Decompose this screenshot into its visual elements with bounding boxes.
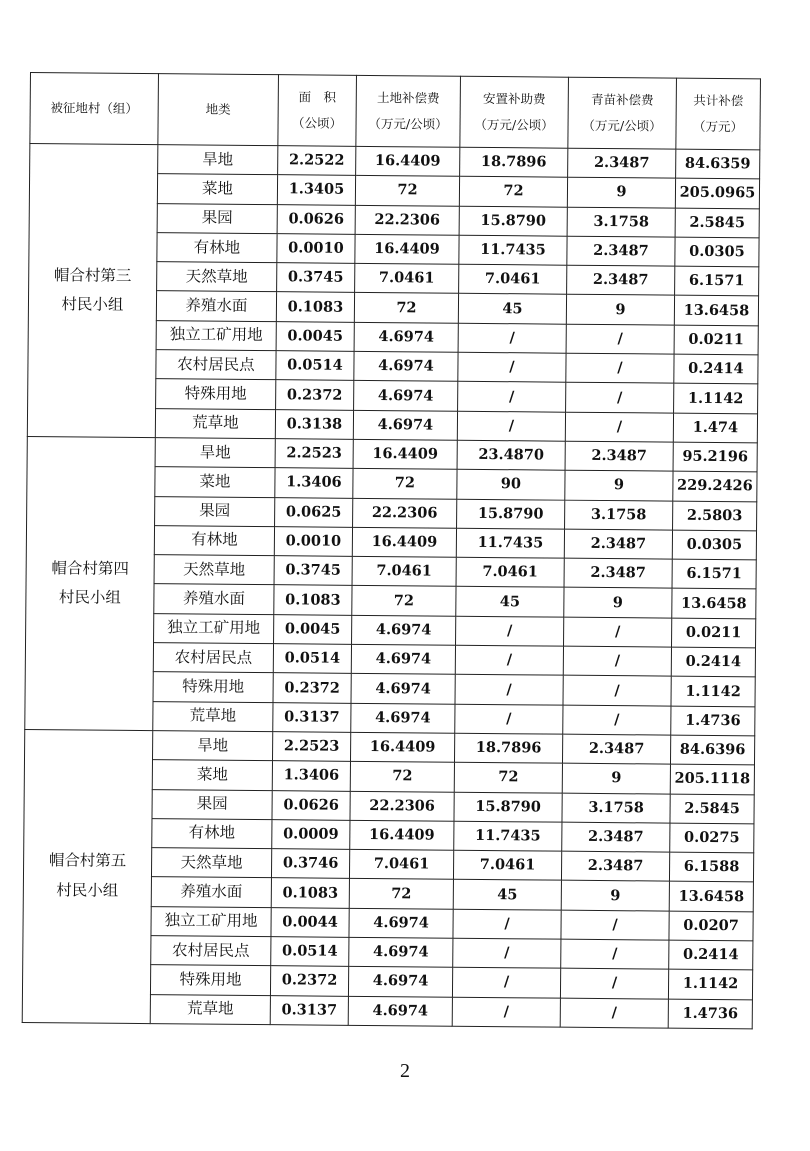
area-cell: 0.1083 <box>274 585 352 615</box>
crop-compensation-cell: 9 <box>564 588 672 618</box>
land-compensation-cell: 4.6974 <box>348 996 452 1026</box>
total-compensation-cell: 84.6396 <box>670 735 754 765</box>
area-cell: 2.2523 <box>275 439 353 469</box>
area-cell: 0.0010 <box>277 234 355 264</box>
land-compensation-cell: 72 <box>350 762 454 792</box>
land-type-cell: 独立工矿用地 <box>154 613 274 643</box>
village-group-cell: 帽合村第五 村民小组 <box>22 729 153 1023</box>
total-compensation-cell: 1.1142 <box>671 676 755 706</box>
land-type-cell: 特殊用地 <box>153 672 273 702</box>
land-compensation-cell: 16.4409 <box>352 527 456 557</box>
land-compensation-cell: 7.0461 <box>349 849 453 879</box>
resettlement-subsidy-cell: / <box>452 968 560 998</box>
land-type-cell: 菜地 <box>152 760 272 790</box>
area-cell: 0.0514 <box>271 937 349 967</box>
land-compensation-cell: 16.4409 <box>350 820 454 850</box>
land-compensation-cell: 4.6974 <box>349 908 453 938</box>
total-compensation-cell: 6.1588 <box>669 852 753 882</box>
resettlement-subsidy-cell: / <box>458 352 566 382</box>
area-cell: 0.3138 <box>275 409 353 439</box>
area-cell: 0.3745 <box>274 556 352 586</box>
total-compensation-cell: 205.1118 <box>670 764 754 794</box>
page-number: 2 <box>400 1060 410 1082</box>
total-compensation-cell: 1.1142 <box>668 969 752 999</box>
land-type-cell: 养殖水面 <box>154 584 274 614</box>
crop-compensation-cell: / <box>561 910 669 940</box>
land-type-cell: 旱地 <box>153 731 273 761</box>
area-cell: 0.3137 <box>273 702 351 732</box>
table-row <box>27 436 757 472</box>
crop-compensation-cell: 9 <box>562 763 670 793</box>
resettlement-subsidy-cell: 11.7435 <box>456 528 564 558</box>
resettlement-subsidy-cell: 72 <box>459 177 567 207</box>
total-compensation-cell: 13.6458 <box>672 589 756 619</box>
resettlement-subsidy-cell: / <box>452 997 560 1027</box>
crop-compensation-cell: 9 <box>567 177 675 207</box>
area-cell: 0.0010 <box>274 527 352 557</box>
crop-compensation-cell: 9 <box>561 881 669 911</box>
area-cell: 0.0625 <box>275 497 353 527</box>
land-type-cell: 天然草地 <box>154 555 274 585</box>
crop-compensation-cell: 2.3487 <box>567 236 675 266</box>
total-compensation-cell: 13.6458 <box>669 882 753 912</box>
land-type-cell: 果园 <box>155 496 275 526</box>
area-cell: 0.2372 <box>270 966 348 996</box>
land-type-cell: 农村居民点 <box>151 936 271 966</box>
resettlement-subsidy-cell: 15.8790 <box>459 206 567 236</box>
land-compensation-cell: 22.2306 <box>355 205 459 235</box>
area-cell: 0.2372 <box>273 673 351 703</box>
area-cell: 0.3746 <box>271 849 349 879</box>
land-type-cell: 果园 <box>157 203 277 233</box>
land-compensation-cell: 72 <box>349 879 453 909</box>
resettlement-subsidy-cell: 72 <box>454 762 562 792</box>
resettlement-subsidy-cell: 90 <box>457 470 565 500</box>
area-cell: 0.0514 <box>276 351 354 381</box>
resettlement-subsidy-cell: 7.0461 <box>459 264 567 294</box>
table-body <box>22 144 760 1029</box>
total-compensation-cell: 0.2414 <box>669 940 753 970</box>
land-compensation-cell: 4.6974 <box>351 674 455 704</box>
land-type-cell: 旱地 <box>155 438 275 468</box>
header-area: 面 积 （公顷） <box>278 75 357 147</box>
area-cell: 1.3406 <box>272 761 350 791</box>
resettlement-subsidy-cell: / <box>458 382 566 412</box>
crop-compensation-cell: / <box>560 968 668 998</box>
area-cell: 0.0626 <box>272 790 350 820</box>
table-row <box>25 729 755 765</box>
resettlement-subsidy-cell: 45 <box>456 587 564 617</box>
header-total: 共计补偿 （万元） <box>676 78 761 150</box>
total-compensation-cell: 6.1571 <box>675 266 759 296</box>
resettlement-subsidy-cell: 15.8790 <box>457 499 565 529</box>
total-compensation-cell: 0.2414 <box>674 354 758 384</box>
crop-compensation-cell: / <box>563 646 671 676</box>
area-cell: 0.0009 <box>272 819 350 849</box>
land-compensation-cell: 22.2306 <box>353 498 457 528</box>
total-compensation-cell: 1.1142 <box>674 384 758 414</box>
land-type-cell: 荒草地 <box>155 408 275 438</box>
total-compensation-cell: 6.1571 <box>672 559 756 589</box>
resettlement-subsidy-cell: 11.7435 <box>459 235 567 265</box>
crop-compensation-cell: 2.3487 <box>568 148 676 178</box>
land-compensation-cell: 16.4409 <box>356 146 460 176</box>
crop-compensation-cell: 2.3487 <box>565 441 673 471</box>
total-compensation-cell: 1.4736 <box>668 999 752 1029</box>
resettlement-subsidy-cell: / <box>456 616 564 646</box>
land-type-cell: 菜地 <box>157 174 277 204</box>
area-cell: 2.2522 <box>278 146 356 176</box>
header-land-type: 地类 <box>158 74 279 146</box>
crop-compensation-cell: 2.3487 <box>561 851 669 881</box>
resettlement-subsidy-cell: / <box>455 675 563 705</box>
crop-compensation-cell: / <box>566 324 674 354</box>
land-compensation-cell: 7.0461 <box>355 264 459 294</box>
area-cell: 0.3137 <box>270 995 348 1025</box>
total-compensation-cell: 1.4736 <box>671 706 755 736</box>
table-header <box>30 73 761 150</box>
land-type-cell: 农村居民点 <box>153 643 273 673</box>
total-compensation-cell: 0.0275 <box>670 823 754 853</box>
resettlement-subsidy-cell: 15.8790 <box>454 792 562 822</box>
area-cell: 0.0045 <box>274 614 352 644</box>
resettlement-subsidy-cell: / <box>458 323 566 353</box>
land-compensation-cell: 4.6974 <box>353 410 457 440</box>
table-row <box>30 144 760 180</box>
total-compensation-cell: 2.5845 <box>675 208 759 238</box>
area-cell: 0.1083 <box>276 292 354 322</box>
crop-compensation-cell: 2.3487 <box>562 734 670 764</box>
crop-compensation-cell: 2.3487 <box>567 265 675 295</box>
area-cell: 0.3745 <box>277 263 355 293</box>
area-cell: 0.0514 <box>273 644 351 674</box>
total-compensation-cell: 0.2414 <box>671 647 755 677</box>
total-compensation-cell: 84.6359 <box>676 149 760 179</box>
total-compensation-cell: 0.0207 <box>669 911 753 941</box>
crop-compensation-cell: / <box>561 939 669 969</box>
area-cell: 1.3406 <box>275 468 353 498</box>
village-group-cell: 帽合村第三 村民小组 <box>27 144 158 438</box>
area-cell: 0.2372 <box>276 380 354 410</box>
crop-compensation-cell: / <box>563 676 671 706</box>
land-type-cell: 荒草地 <box>153 701 273 731</box>
land-type-cell: 独立工矿用地 <box>151 906 271 936</box>
land-type-cell: 独立工矿用地 <box>156 320 276 350</box>
land-compensation-cell: 4.6974 <box>354 322 458 352</box>
crop-compensation-cell: / <box>560 998 668 1028</box>
crop-compensation-cell: 3.1758 <box>562 793 670 823</box>
crop-compensation-cell: 2.3487 <box>564 529 672 559</box>
crop-compensation-cell: / <box>566 353 674 383</box>
land-compensation-cell: 4.6974 <box>354 351 458 381</box>
resettlement-subsidy-cell: 11.7435 <box>454 821 562 851</box>
total-compensation-cell: 95.2196 <box>673 442 757 472</box>
land-compensation-cell: 22.2306 <box>350 791 454 821</box>
resettlement-subsidy-cell: / <box>453 909 561 939</box>
land-type-cell: 农村居民点 <box>156 350 276 380</box>
resettlement-subsidy-cell: / <box>455 645 563 675</box>
resettlement-subsidy-cell: 23.4870 <box>457 440 565 470</box>
header-land-compensation: 土地补偿费 （万元/公顷） <box>356 75 461 147</box>
compensation-table <box>22 72 761 1029</box>
crop-compensation-cell: 2.3487 <box>562 822 670 852</box>
land-type-cell: 旱地 <box>158 145 278 175</box>
land-compensation-cell: 72 <box>352 586 456 616</box>
crop-compensation-cell: / <box>566 383 674 413</box>
total-compensation-cell: 229.2426 <box>673 471 757 501</box>
area-cell: 0.0626 <box>277 204 355 234</box>
land-compensation-cell: 4.6974 <box>349 937 453 967</box>
land-compensation-cell: 4.6974 <box>348 967 452 997</box>
header-resettlement: 安置补助费 （万元/公顷） <box>460 76 569 148</box>
land-type-cell: 天然草地 <box>157 262 277 292</box>
land-compensation-cell: 4.6974 <box>352 615 456 645</box>
resettlement-subsidy-cell: 18.7896 <box>460 147 568 177</box>
area-cell: 0.0044 <box>271 907 349 937</box>
area-cell: 1.3405 <box>277 175 355 205</box>
header-crop-compensation: 青苗补偿费 （万元/公顷） <box>568 77 677 149</box>
total-compensation-cell: 0.0211 <box>672 618 756 648</box>
total-compensation-cell: 2.5803 <box>673 501 757 531</box>
area-cell: 2.2523 <box>272 732 350 762</box>
land-type-cell: 养殖水面 <box>151 877 271 907</box>
total-compensation-cell: 0.0211 <box>674 325 758 355</box>
land-type-cell: 特殊用地 <box>156 379 276 409</box>
resettlement-subsidy-cell: / <box>457 411 565 441</box>
land-compensation-cell: 16.4409 <box>350 732 454 762</box>
total-compensation-cell: 0.0305 <box>675 237 759 267</box>
area-cell: 0.0045 <box>276 321 354 351</box>
land-compensation-cell: 16.4409 <box>353 439 457 469</box>
header-village: 被征地村（组） <box>30 73 159 145</box>
crop-compensation-cell: 3.1758 <box>565 500 673 530</box>
land-compensation-cell: 16.4409 <box>355 234 459 264</box>
land-compensation-cell: 4.6974 <box>351 703 455 733</box>
land-compensation-cell: 72 <box>353 469 457 499</box>
land-type-cell: 养殖水面 <box>156 291 276 321</box>
village-group-cell: 帽合村第四 村民小组 <box>25 436 156 730</box>
resettlement-subsidy-cell: 18.7896 <box>454 733 562 763</box>
crop-compensation-cell: 9 <box>565 470 673 500</box>
resettlement-subsidy-cell: / <box>455 704 563 734</box>
total-compensation-cell: 0.0305 <box>672 530 756 560</box>
land-type-cell: 果园 <box>152 789 272 819</box>
land-compensation-cell: 4.6974 <box>354 381 458 411</box>
land-compensation-cell: 4.6974 <box>351 644 455 674</box>
resettlement-subsidy-cell: / <box>453 938 561 968</box>
land-compensation-cell: 7.0461 <box>352 556 456 586</box>
total-compensation-cell: 205.0965 <box>675 178 759 208</box>
crop-compensation-cell: / <box>565 412 673 442</box>
crop-compensation-cell: 9 <box>566 295 674 325</box>
crop-compensation-cell: 2.3487 <box>564 558 672 588</box>
crop-compensation-cell: 3.1758 <box>567 207 675 237</box>
crop-compensation-cell: / <box>564 617 672 647</box>
total-compensation-cell: 2.5845 <box>670 794 754 824</box>
land-type-cell: 有林地 <box>157 233 277 263</box>
land-type-cell: 荒草地 <box>150 994 270 1024</box>
resettlement-subsidy-cell: 7.0461 <box>453 850 561 880</box>
resettlement-subsidy-cell: 7.0461 <box>456 557 564 587</box>
land-type-cell: 特殊用地 <box>150 965 270 995</box>
resettlement-subsidy-cell: 45 <box>453 880 561 910</box>
land-compensation-cell: 72 <box>355 176 459 206</box>
crop-compensation-cell: / <box>563 705 671 735</box>
area-cell: 0.1083 <box>271 878 349 908</box>
land-type-cell: 菜地 <box>155 467 275 497</box>
total-compensation-cell: 1.474 <box>673 413 757 443</box>
land-compensation-cell: 72 <box>354 293 458 323</box>
land-type-cell: 有林地 <box>152 818 272 848</box>
total-compensation-cell: 13.6458 <box>674 296 758 326</box>
land-type-cell: 有林地 <box>154 525 274 555</box>
land-type-cell: 天然草地 <box>151 848 271 878</box>
resettlement-subsidy-cell: 45 <box>458 294 566 324</box>
